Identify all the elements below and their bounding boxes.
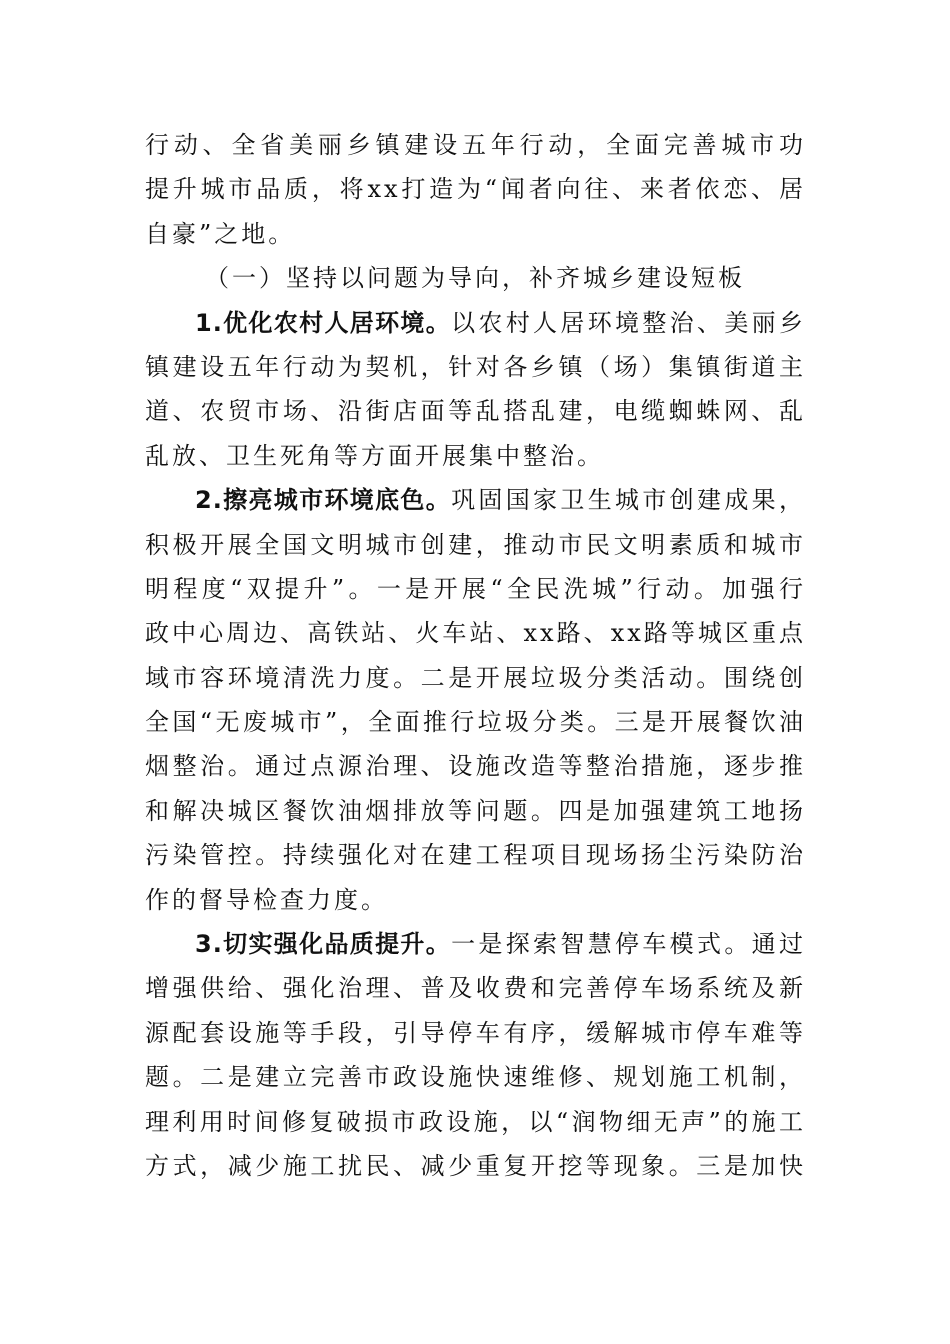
bold-lead-in: 3.切实强化品质提升。 — [195, 930, 452, 959]
line-text: 乱放、卫生死角等方面开展集中整治。 — [145, 441, 604, 470]
line-text: 一是探索智慧停车模式。通过 — [451, 930, 806, 959]
text-line — [145, 212, 806, 256]
line-text: 方式，减少施工扰民、减少重复开挖等现象。三是加快 — [145, 1151, 806, 1180]
line-text: 行动、全省美丽乡镇建设五年行动，全面完善城市功 — [145, 131, 806, 159]
text-line — [145, 434, 806, 478]
text-line — [145, 966, 806, 1010]
text-line — [145, 1144, 806, 1188]
text-line — [145, 1100, 806, 1144]
line-text: 自豪”之地。 — [145, 219, 296, 248]
line-text: 题。二是建立完善市政设施快速维修、规划施工机制， — [145, 1063, 806, 1092]
text-line — [145, 523, 806, 567]
section-heading — [145, 256, 806, 300]
line-text: 全国“无废城市”，全面推行垃圾分类。三是开展餐饮油 — [145, 708, 806, 737]
line-text: 明程度“双提升”。一是开展“全民洗城”行动。加强行 — [145, 574, 806, 603]
line-text: 源配套设施等手段，引导停车有序，缓解城市停车难等 — [145, 1018, 806, 1047]
bold-lead-in: 1.优化农村人居环境。 — [195, 308, 452, 337]
line-text: 和解决城区餐饮油烟排放等问题。四是加强建筑工地扬 — [145, 796, 806, 825]
line-text: 作的督导检查力度。 — [145, 885, 388, 914]
line-text: 烟整治。通过点源治理、设施改造等整治措施，逐步推 — [145, 752, 806, 781]
line-text: 域市容环境清洗力度。二是开展垃圾分类活动。围绕创 — [145, 663, 806, 692]
text-line — [145, 700, 806, 744]
line-text: 积极开展全国文明城市创建，推动市民文明素质和城市 — [145, 530, 806, 559]
text-line — [145, 345, 806, 389]
text-line — [145, 167, 806, 211]
line-text: 增强供给、强化治理、普及收费和完善停车场系统及新 — [145, 974, 806, 1003]
paragraph — [145, 301, 806, 479]
line-text: 巩固国家卫生城市创建成果， — [451, 486, 806, 515]
line-text: 理利用时间修复破损市政设施，以“润物细无声”的施工 — [145, 1107, 806, 1136]
text-line — [145, 389, 806, 433]
document-page — [145, 123, 806, 1188]
line-text: 道、农贸市场、沿街店面等乱搭乱建，电缆蜘蛛网、乱 — [145, 397, 806, 426]
text-line — [145, 878, 806, 922]
text-line — [145, 922, 806, 966]
text-line — [145, 301, 806, 345]
line-text: 以农村人居环境整治、美丽乡 — [451, 308, 806, 337]
text-line — [145, 123, 806, 167]
line-text: 镇建设五年行动为契机，针对各乡镇（场）集镇街道主 — [145, 352, 806, 381]
paragraph — [145, 123, 806, 256]
text-line — [145, 256, 806, 300]
line-text: （一）坚持以问题为导向，补齐城乡建设短板 — [205, 264, 745, 293]
text-line — [145, 478, 806, 522]
paragraph — [145, 478, 806, 922]
text-line — [145, 567, 806, 611]
bold-lead-in: 2.擦亮城市环境底色。 — [195, 486, 452, 515]
line-text: 污染管控。持续强化对在建工程项目现场扬尘污染防治 — [145, 841, 806, 870]
line-text: 政中心周边、高铁站、火车站、xx路、xx路等城区重点 — [145, 619, 806, 648]
line-text: 提升城市品质，将xx打造为“闻者向往、来者依恋、居 — [145, 175, 806, 204]
text-line — [145, 656, 806, 700]
text-line — [145, 1011, 806, 1055]
text-line — [145, 1055, 806, 1099]
paragraph — [145, 922, 806, 1188]
text-line — [145, 789, 806, 833]
text-line — [145, 611, 806, 655]
text-line — [145, 833, 806, 877]
text-line — [145, 744, 806, 788]
